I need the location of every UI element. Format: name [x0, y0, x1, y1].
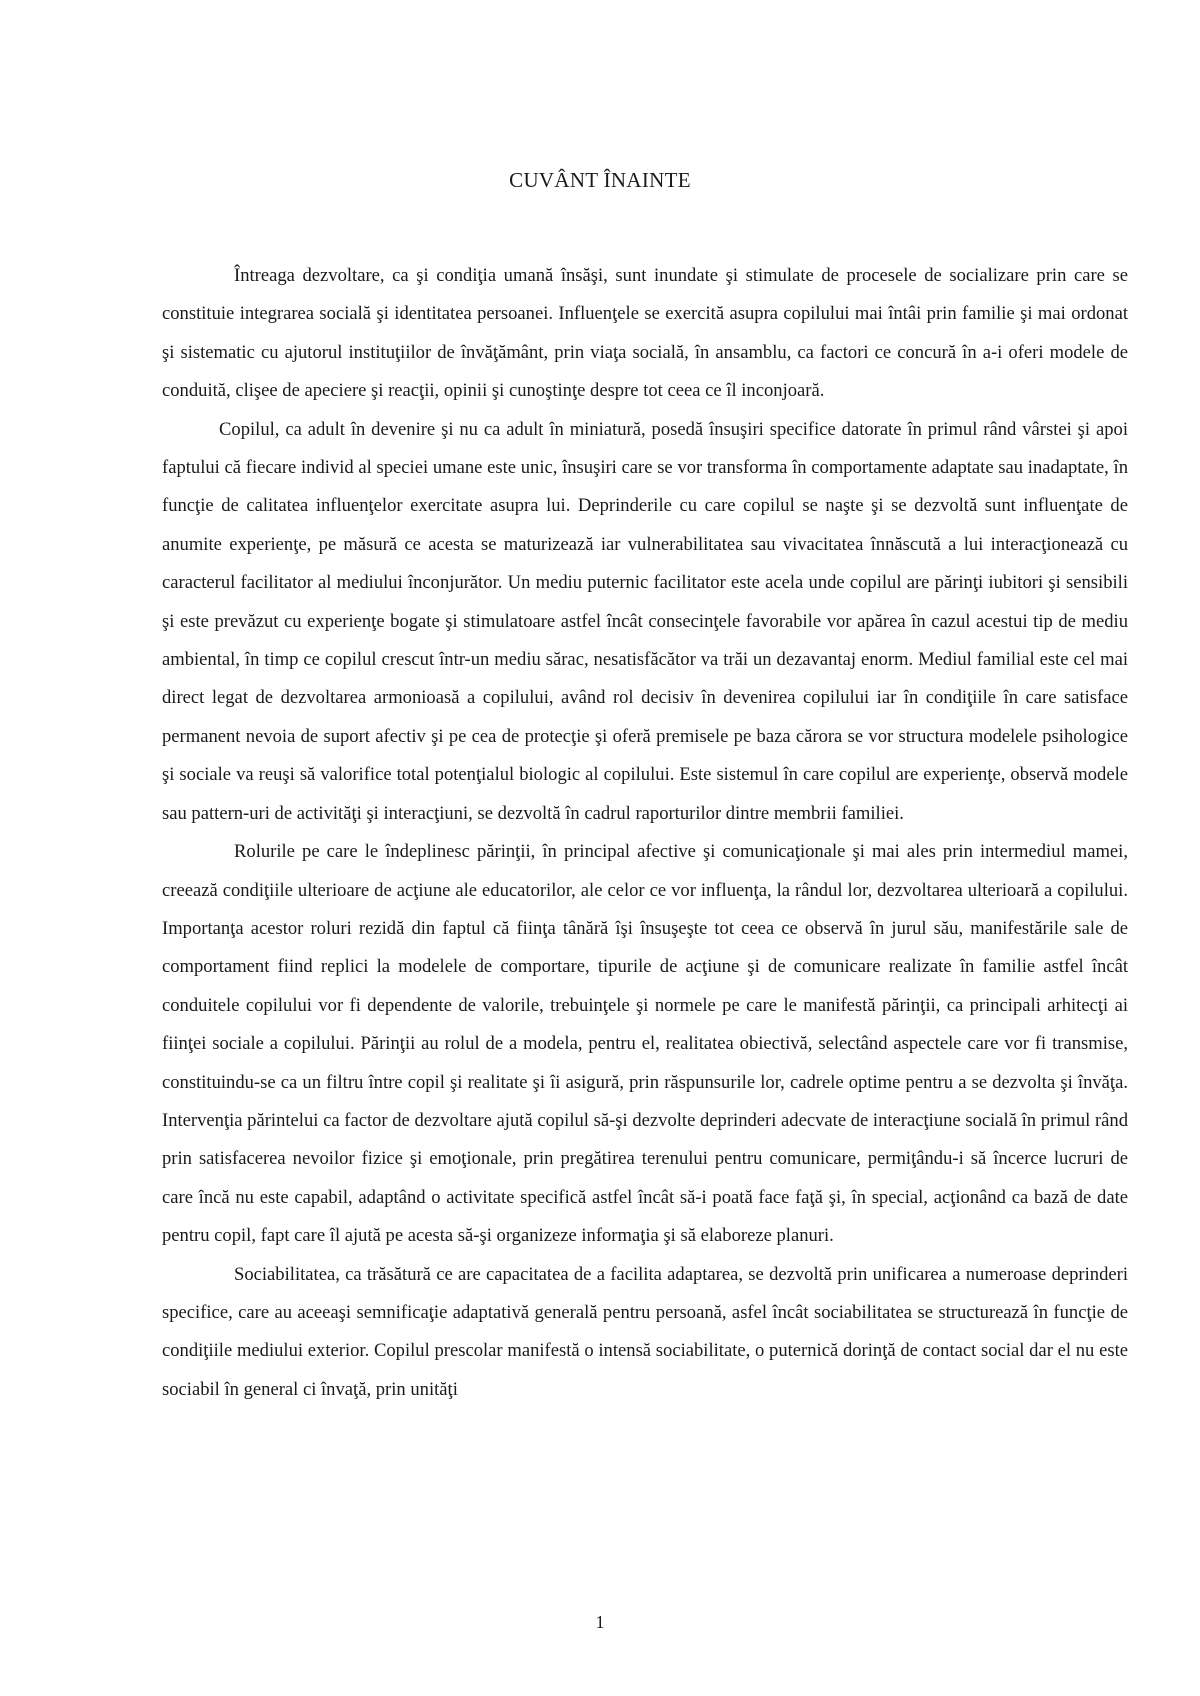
page-number: 1: [595, 1612, 605, 1632]
document-body: [162, 257, 1128, 1409]
paragraph-introduction: Întreaga dezvoltare, ca şi condiţia umană însăşi, sunt inundate şi stimulate de procesele de socializare prin care se constituie integrarea socială şi identitatea persoanei. Influenţele se exercită asupra copilului mai întâi prin familie şi mai ordonat şi sistematic cu ajutorul instituţiilor de învăţământ, prin viaţa socială, în ansamblu, ca factori ce concură în a-i oferi modele de conduită, clişee de apeciere şi reacţii, opinii şi cunoştinţe despre tot ceea ce îl inconjoară.: [162, 265, 1128, 402]
paragraph-parent-roles: Rolurile pe care le îndeplinesc părinţii, în principal afective şi comunicaţionale şi mai ales prin intermediul mamei, creează condiţiile ulterioare de acţiune ale educatorilor, ale celor ce vor influenţa, la rândul lor, dezvoltarea ulterioară a copilului. Importanţa acestor roluri rezidă din faptul că fiinţa tânără îşi însuşeşte tot ceea ce observă în jurul său, manifestările sale de comportament fiind replici la modelele de comportare, tipurile de acţiune şi de comunicare realizate în familie astfel încât conduitele copilului vor fi dependente de valorile, trebuinţele şi normele pe care le manifestă părinţii, ca principali arhitecţi ai fiinţei sociale a copilului. Părinţii au rolul de a modela, pentru el, realitatea obiectivă, selectând aspectele care vor fi transmise, constituindu-se ca un filtru între copil şi realitate şi îi asigură, prin răspunsurile lor, cadrele optime pentru a se dezvolta şi învăţa. Intervenţia părintelui ca factor de dezvoltare ajută copilul să-şi dezvolte deprinderi adecvate de interacţiune socială în primul rând prin satisfacerea nevoilor fizice şi emoţionale, prin pregătirea terenului pentru comunicare, permiţându-i să încerce lucruri de care încă nu este capabil, adaptând o activitate specifică astfel încât să-i poată face faţă şi, în special, acţionând ca bază de date pentru copil, fapt care îl ajută pe acesta să-şi organizeze informaţia şi să elaboreze planuri.: [162, 841, 1128, 1247]
paragraph-sociability: Sociabilitatea, ca trăsătură ce are capacitatea de a facilita adaptarea, se dezvoltă prin unificarea a numeroase deprinderi specifice, care au aceeaşi semnificaţie adaptativă generală pentru persoană, asfel încât sociabilitatea se structurează în funcţie de condiţiile mediului exterior. Copilul prescolar manifestă o intensă sociabilitate, o puternică dorinţă de contact social dar el nu este sociabil în general ci învaţă, prin unităţi: [162, 1263, 1128, 1400]
page-title: CUVÂNT ÎNAINTE: [509, 168, 691, 192]
paragraph-child-development: Copilul, ca adult în devenire şi nu ca adult în miniatură, posedă însuşiri specifice datorate în primul rând vârstei şi apoi faptului că fiecare individ al speciei umane este unic, însuşiri care se vor transforma în comportamente adaptate sau inadaptate, în funcţie de calitatea influenţelor exercitate asupra lui. Deprinderile cu care copilul se naşte şi se dezvoltă sunt influenţate de anumite experienţe, pe măsură ce acesta se maturizează iar vulnerabilitatea sau vivacitatea înnăscută a lui interacţionează cu caracterul facilitator al mediului înconjurător. Un mediu puternic facilitator este acela unde copilul are părinţi iubitori şi sensibili şi este prevăzut cu experienţe bogate şi stimulatoare astfel încât consecinţele favorabile vor apărea în cazul acestui tip de mediu ambiental, în timp ce copilul crescut într-un mediu sărac, nesatisfăcător va trăi un dezavantaj enorm. Mediul familial este cel mai direct legat de dezvoltarea armonioasă a copilului, având rol decisiv în devenirea copilului iar în condiţiile în care satisface permanent nevoia de suport afectiv şi pe cea de protecţie şi oferă premisele pe baza cărora se vor structura modelele psihologice şi sociale va reuşi să valorifice total potenţialul biologic al copilului. Este sistemul în care copilul are experienţe, observă modele sau pattern-uri de activităţi şi interacţiuni, se dezvoltă în cadrul raporturilor dintre membrii familiei.: [162, 418, 1128, 824]
